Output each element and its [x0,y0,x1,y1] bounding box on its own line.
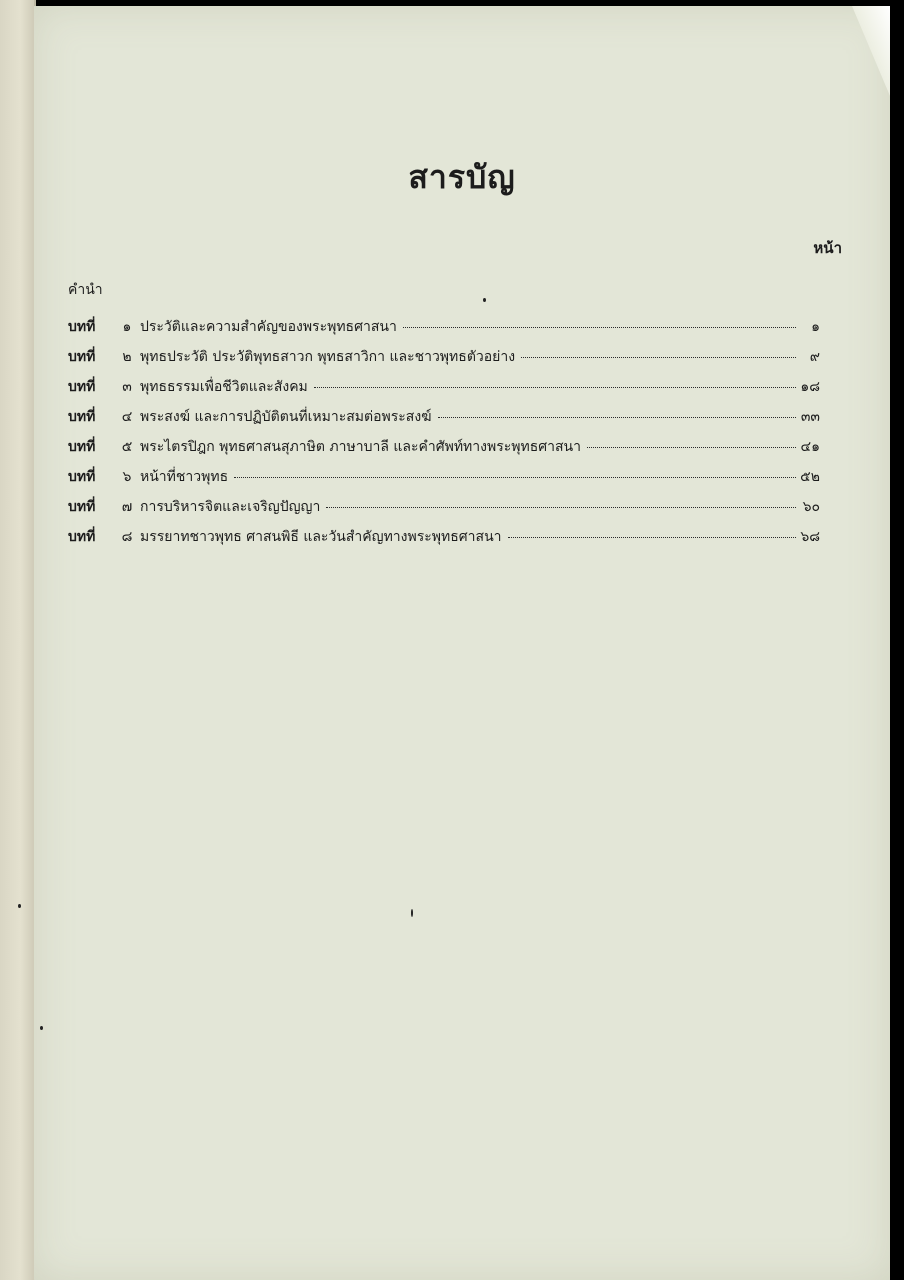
toc-entry [68,526,820,556]
dot-leader [587,447,796,448]
chapter-page-number: ๑ [811,319,820,335]
chapter-page-number: ๑๘ [800,379,820,395]
chapter-page-number: ๖๘ [800,529,820,545]
chapter-title: ประวัติและความสำคัญของพระพุทธศาสนา [140,319,397,335]
chapter-label: บทที่ [68,409,96,425]
chapter-title: หน้าที่ชาวพุทธ [140,469,229,485]
dot-leader [234,477,796,478]
chapter-page-number: ๖๐ [802,499,820,515]
chapter-label: บทที่ [68,319,96,335]
chapter-title: พุทธประวัติ ประวัติพุทธสาวก พุทธสาวิกา และชาวพุทธตัวอย่าง [140,349,516,365]
chapter-title: พุทธธรรมเพื่อชีวิตและสังคม [140,379,308,395]
toc-entry [68,466,820,496]
dot-leader [326,507,796,508]
page-title: สารบัญ [408,158,516,197]
chapter-label: บทที่ [68,349,96,365]
paper-speck [411,909,413,917]
chapter-title: พระสงฆ์ และการปฏิบัติตนที่เหมาะสมต่อพระสงฆ์ [140,409,432,425]
chapter-label: บทที่ [68,469,96,485]
preface-entry: คำนำ [68,282,103,298]
page-column-header: หน้า [813,239,842,257]
chapter-number: ๘ [121,529,133,545]
dot-leader [508,537,797,538]
chapter-number: ๒ [122,349,132,365]
chapter-label: บทที่ [68,439,96,455]
chapter-title: การบริหารจิตและเจริญปัญญา [140,499,321,515]
dot-leader [521,357,796,358]
paper-speck [18,904,21,908]
dot-leader [403,327,796,328]
dot-leader [314,387,796,388]
chapter-number: ๔ [121,409,133,425]
dot-leader [438,417,796,418]
chapter-title: มรรยาทชาวพุทธ ศาสนพิธี และวันสำคัญทางพระพุทธศาสนา [140,529,502,545]
chapter-page-number: ๔๑ [800,439,820,455]
chapter-page-number: ๓๓ [800,409,820,425]
paper-speck [483,298,486,302]
toc-entry [68,406,820,436]
paper-speck [40,1026,43,1030]
chapter-page-number: ๕๒ [800,469,820,485]
toc-entry [68,496,820,526]
chapter-label: บทที่ [68,499,96,515]
page-curl [852,6,890,96]
chapter-number: ๗ [121,499,133,515]
chapter-label: บทที่ [68,529,96,545]
chapter-page-number: ๙ [809,349,820,365]
chapter-title: พระไตรปิฎก พุทธศาสนสุภาษิต ภาษาบาลี และคำศัพท์ทางพระพุทธศาสนา [140,439,581,455]
previous-page-edge [0,0,36,1280]
toc-entry [68,316,820,346]
chapter-number: ๓ [122,379,132,395]
chapter-number: ๕ [121,439,133,455]
toc-entry [68,346,820,376]
chapter-number: ๑ [122,319,132,335]
toc-entry [68,376,820,406]
toc-entry [68,436,820,466]
chapter-number: ๖ [122,469,132,485]
table-of-contents [68,316,820,556]
document-page [34,6,890,1280]
chapter-label: บทที่ [68,379,96,395]
